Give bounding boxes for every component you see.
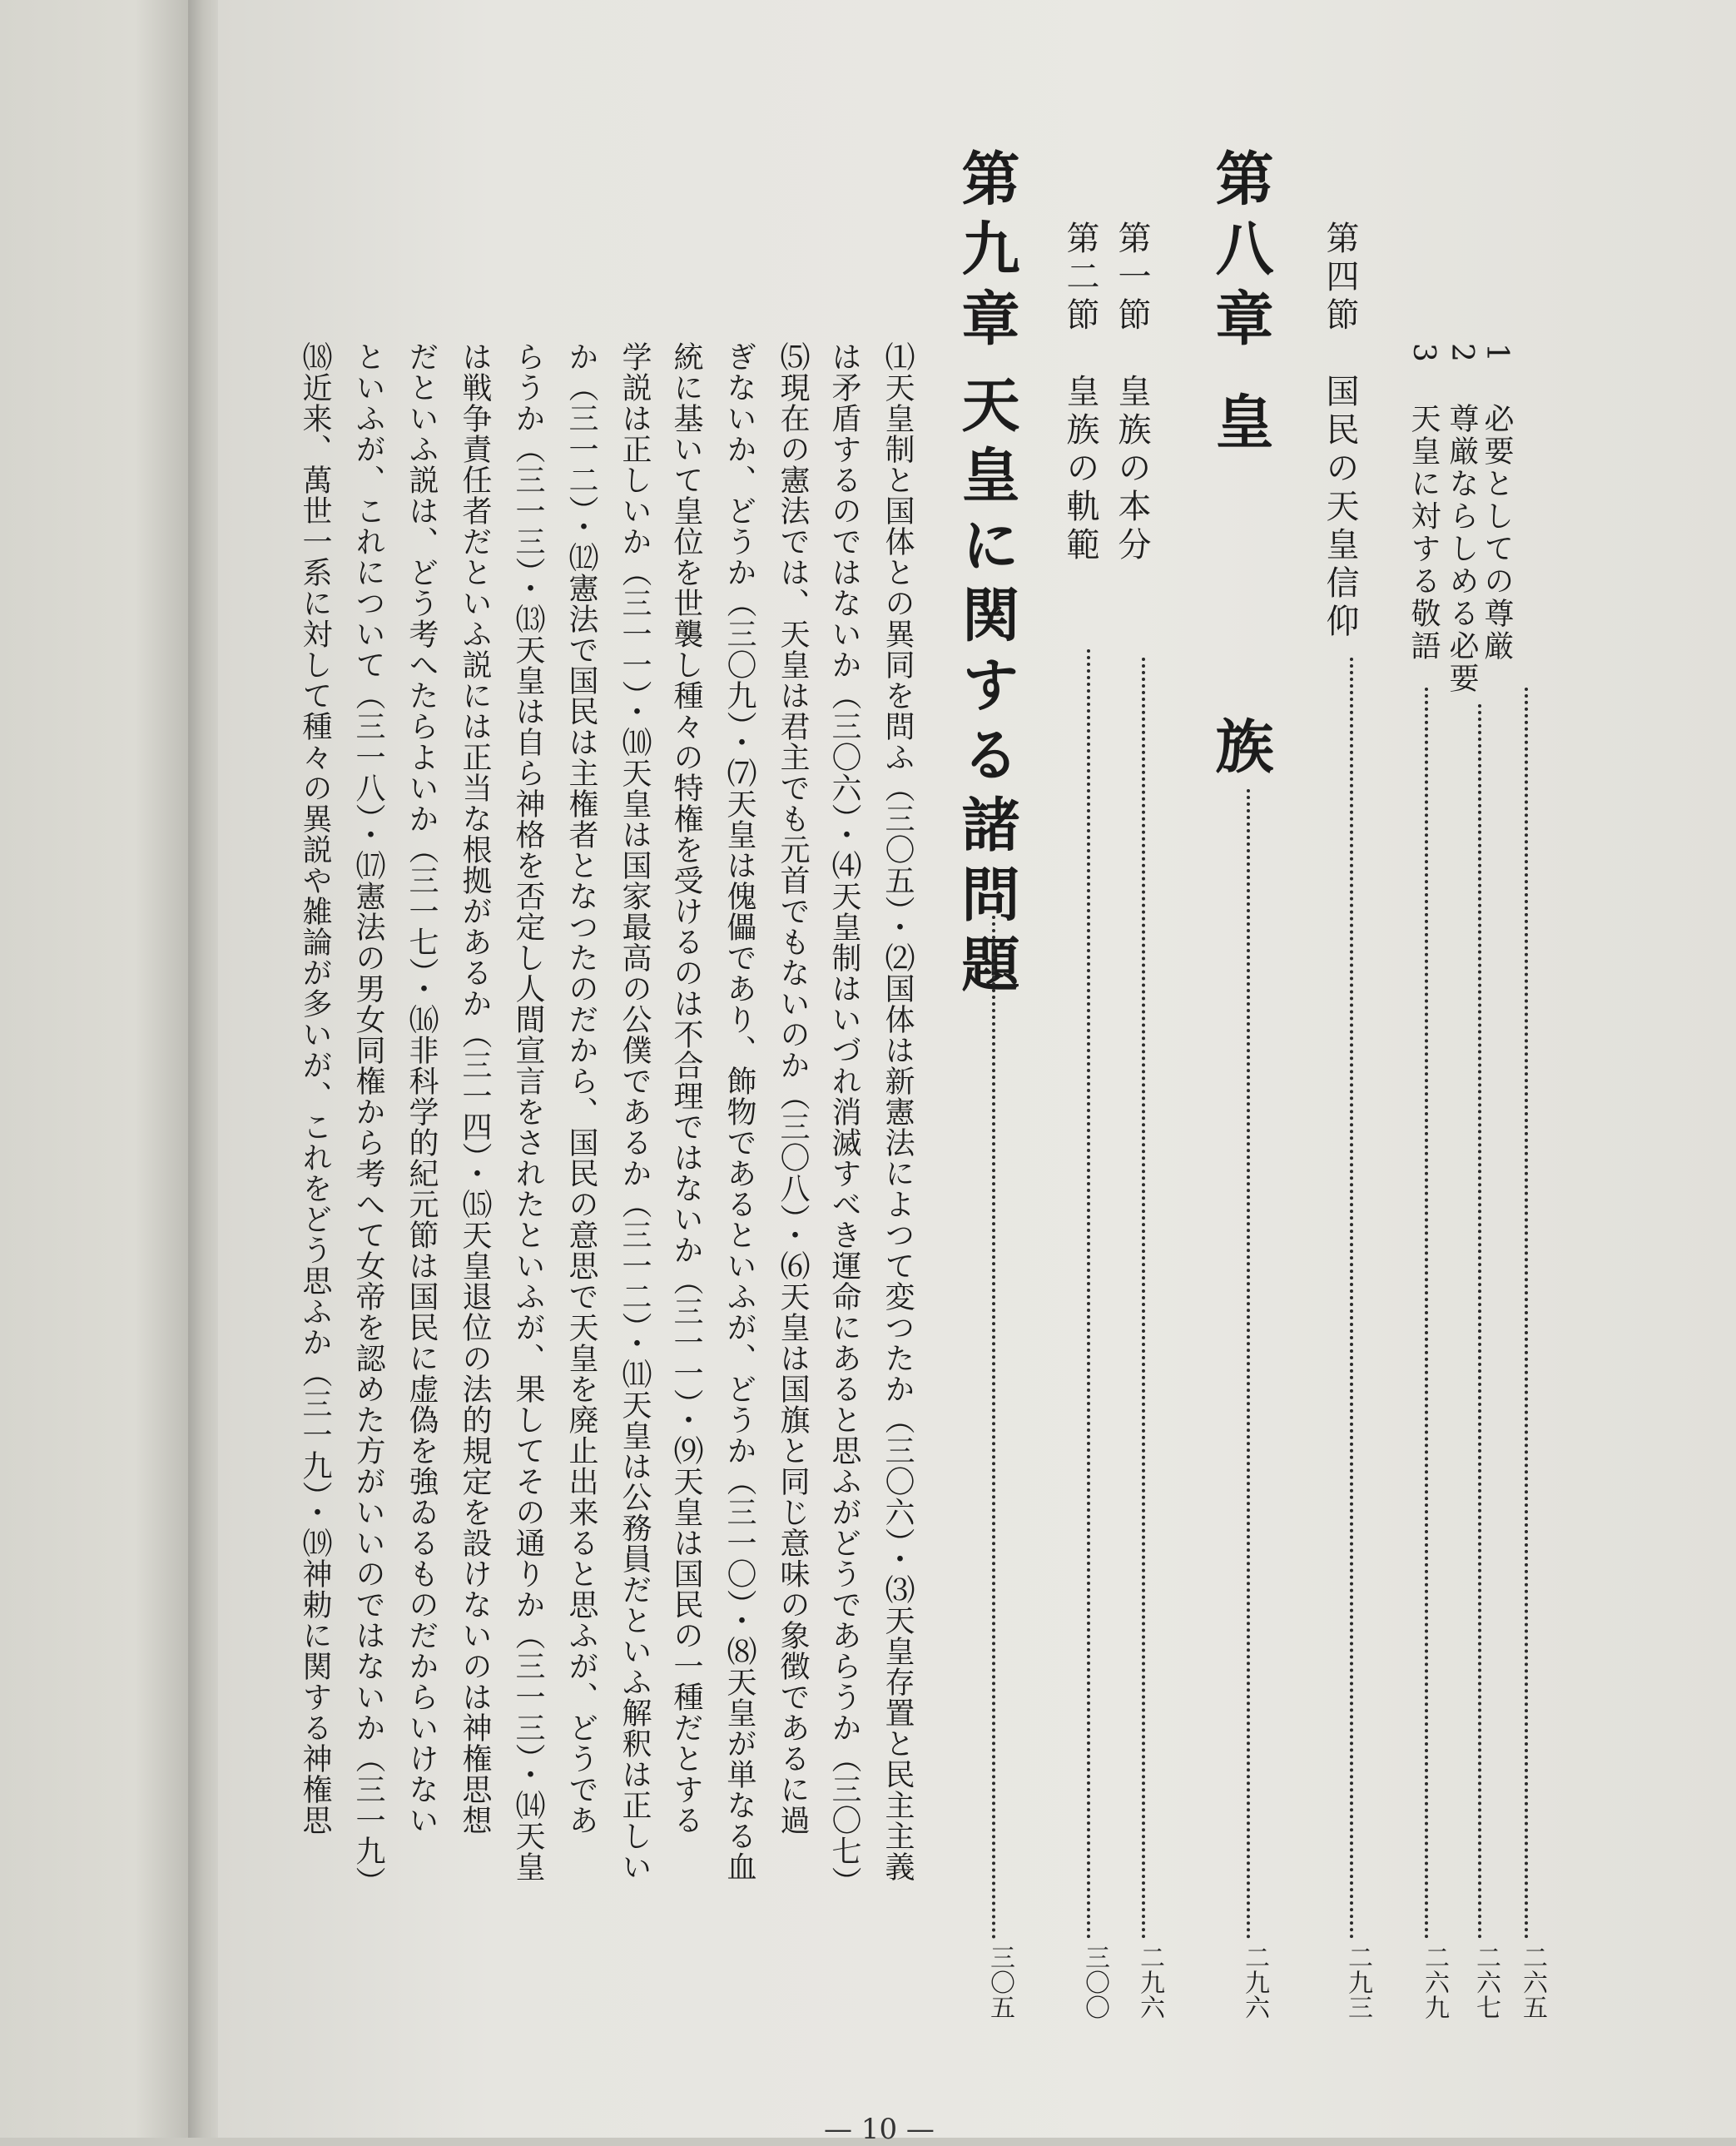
toc-item-1-page: 二六五 [1518, 1945, 1547, 2019]
body-line-4: ぎないか、どうか（三〇九）・⑺天皇は傀儡であり、飾物であるといふが、どうか（三一〇）・⑻天皇が単なる血 [722, 341, 756, 1882]
toc-section-4-title: 第四節 国民の天皇信仰 [1321, 221, 1359, 642]
body-line-6: 学説は正しいか（三一一）・⑽天皇は国家最高の公僕であるか（三一二）・⑾天皇は公務員だといふ解釈は正しい [618, 341, 652, 1882]
toc-section-8-2-leader [1087, 649, 1090, 1940]
toc-item-3-number: 3 [1406, 343, 1441, 365]
toc-item-1-number: 1 [1480, 343, 1514, 365]
body-line-1: ⑴天皇制と国体との異同を問ふ（三〇五）・⑵国体は新憲法によつて変つたか（三〇六）・⑶天皇存置と民主主義 [880, 341, 915, 1882]
toc-section-4-leader [1350, 658, 1353, 1940]
body-line-11: といふが、これについて（三一八）・⒄憲法の男女同権から考へて女帝を認めた方がいいのではないか（三一九） [351, 341, 385, 1897]
body-line-9: は戦争責任者だといふ説には正当な根拠があるか（三一四）・⒂天皇退位の法的規定を設けないのは神権思想 [458, 341, 492, 1836]
chapter-9-page: 三〇五 [985, 1945, 1014, 2019]
chapter-8-leader [1247, 789, 1250, 1940]
toc-item-2-title: 尊厳ならしめる必要 [1445, 403, 1479, 695]
body-line-2: は矛盾するのではないか（三〇六）・⑷天皇制はいづれ消滅すべき運命にあると思ふがどうであらうか（三〇七） [827, 341, 861, 1897]
toc-item-2-number: 2 [1445, 343, 1479, 365]
chapter-8-title-a: 皇 [1206, 391, 1275, 461]
body-line-10: だといふ説は、どう考へたらよいか（三一七）・⒃非科学的紀元節は国民に虚偽を強ゐるものだからいけない [404, 341, 439, 1836]
chapter-8-title-b: 族 [1206, 716, 1275, 786]
chapter-9-title: 天皇に関する諸問題 [952, 375, 1021, 1004]
toc-section-8-2-page: 三〇〇 [1080, 1945, 1109, 2019]
toc-section-8-1-page: 二九六 [1135, 1945, 1164, 2019]
toc-section-8-2-title: 第二節 皇族の軌範 [1061, 221, 1099, 565]
body-line-7: か（三一二）・⑿憲法で国民は主権者となつたのだから、国民の意思で天皇を廃止出来ると思ふが、どうであ [564, 341, 598, 1836]
toc-section-8-1-leader [1142, 658, 1145, 1940]
toc-section-4-page: 二九三 [1343, 1945, 1372, 2019]
chapter-8-label: 第八章 [1206, 148, 1275, 358]
toc-item-3-title: 天皇に対する敬語 [1406, 403, 1441, 663]
toc-item-2-leader [1478, 704, 1481, 1940]
toc-item-3-page: 二六九 [1420, 1945, 1449, 2019]
body-line-3: ⑸現在の憲法では、天皇は君主でも元首でもないのか（三〇八）・⑹天皇は国旗と同じ意味の象徴であるに過 [776, 341, 810, 1836]
chapter-9-label: 第九章 [952, 148, 1021, 358]
left-page-edge [0, 0, 193, 2138]
body-line-8: らうか（三一三）・⒀天皇は自ら神格を否定し人間宣言をされたといふが、果してその通りか（三一三）・⒁天皇 [511, 341, 545, 1882]
toc-section-8-1-title: 第一節 皇族の本分 [1113, 221, 1151, 565]
toc-item-2-page: 二六七 [1471, 1945, 1500, 2019]
toc-item-1-title: 必要としての尊厳 [1480, 403, 1514, 663]
body-line-5: 統に基いて皇位を世襲し種々の特権を受けるのは不合理ではないか（三一一）・⑼天皇は国民の一種だとする [669, 341, 703, 1836]
chapter-8-page: 二九六 [1240, 1945, 1269, 2019]
body-line-12: ⒅近来、萬世一系に対して種々の異説や雑論が多いが、これをどう思ふか（三一九）・⒆神勅に関する神権思 [298, 341, 332, 1836]
toc-item-1-leader [1525, 688, 1528, 1940]
page-number-footer: — 10 — [824, 2113, 935, 2146]
toc-item-3-leader [1425, 688, 1428, 1940]
chapter-9-leader [992, 916, 995, 1940]
